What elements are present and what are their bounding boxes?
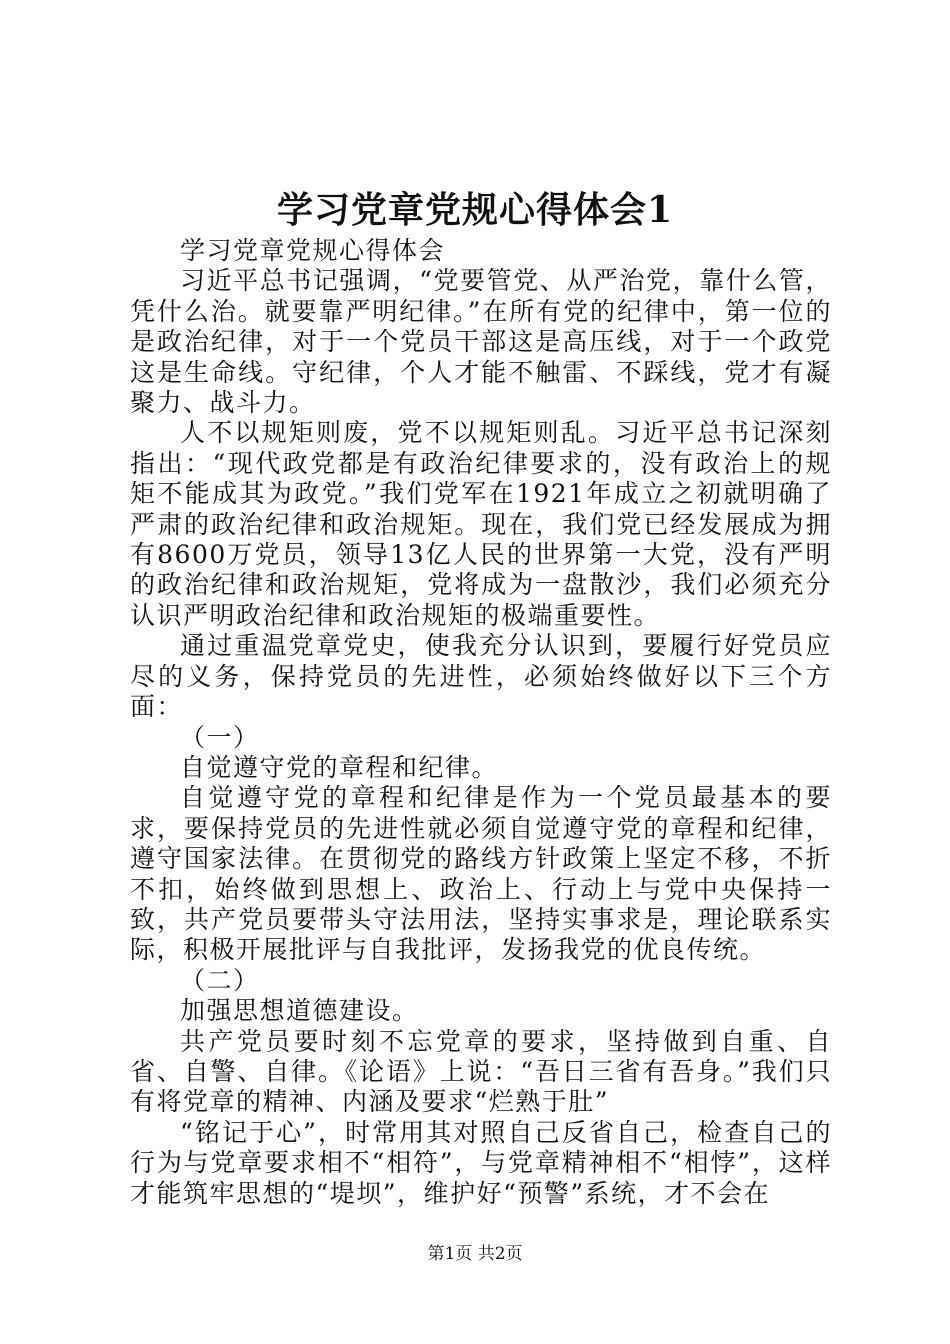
document-body [130,236,832,1209]
paragraph: 通过重温党章党史，使我充分认识到，要履行好党员应尽的义务，保持党员的先进性，必须始终做好以下三个方面： [130,631,832,722]
section-heading: 自觉遵守党的章程和纪律。 [180,752,499,782]
paragraph: 人不以规矩则废，党不以规矩则乱。习近平总书记深刻指出：“现代政党都是有政治纪律要求的，没有政治上的规矩不能成其为政党。”我们党军在1921年成立之初就明确了严肃的政治纪律和政治规矩。现在，我们党已经发展成为拥有8600万党员，领导13亿人民的世界第一大党，没有严明的政治纪律和政治规矩，党将成为一盘散沙，我们必须充分认识严明政治纪律和政治规矩的极端重要性。 [130,418,832,630]
paragraph-subtitle: 学习党章党规心得体会 [180,236,446,265]
section-heading: 加强思想道德建设。 [180,996,419,1026]
section-number: （一） [180,722,260,752]
paragraph: 自觉遵守党的章程和纪律是作为一个党员最基本的要求，要保持党员的先进性就必须自觉遵守党的章程和纪律，遵守国家法律。在贯彻党的路线方针政策上坚定不移，不折不扣，始终做到思想上、政治上、行动上与党中央保持一致，共产党员要带头守法用法，坚持实事求是，理论联系实际，积极开展批评与自我批评，发扬我党的优良传统。 [130,783,832,965]
paragraph: 习近平总书记强调，“党要管党、从严治党，靠什么管，凭什么治。就要靠严明纪律。”在所有党的纪律中，第一位的是政治纪律，对于一个党员干部这是高压线，对于一个政党这是生命线。守纪律，个人才能不触雷、不踩线，党才有凝聚力、战斗力。 [130,266,832,418]
document-title: 学习党章党规心得体会1 [276,189,674,231]
page-footer: 第1页 共2页 [427,1244,523,1264]
paragraph: 共产党员要时刻不忘党章的要求，坚持做到自重、自省、自警、自律。《论语》上说：“吾日三省有吾身。”我们只有将党章的精神、内涵及要求“烂熟于肚” [130,1026,832,1117]
paragraph: “铭记于心”，时常用其对照自己反省自己，检查自己的行为与党章要求相不“相符”，与党章精神相不“相悖”，这样才能筑牢思想的“堤坝”，维护好“预警”系统，才不会在 [130,1117,832,1208]
section-number: （二） [180,965,260,995]
